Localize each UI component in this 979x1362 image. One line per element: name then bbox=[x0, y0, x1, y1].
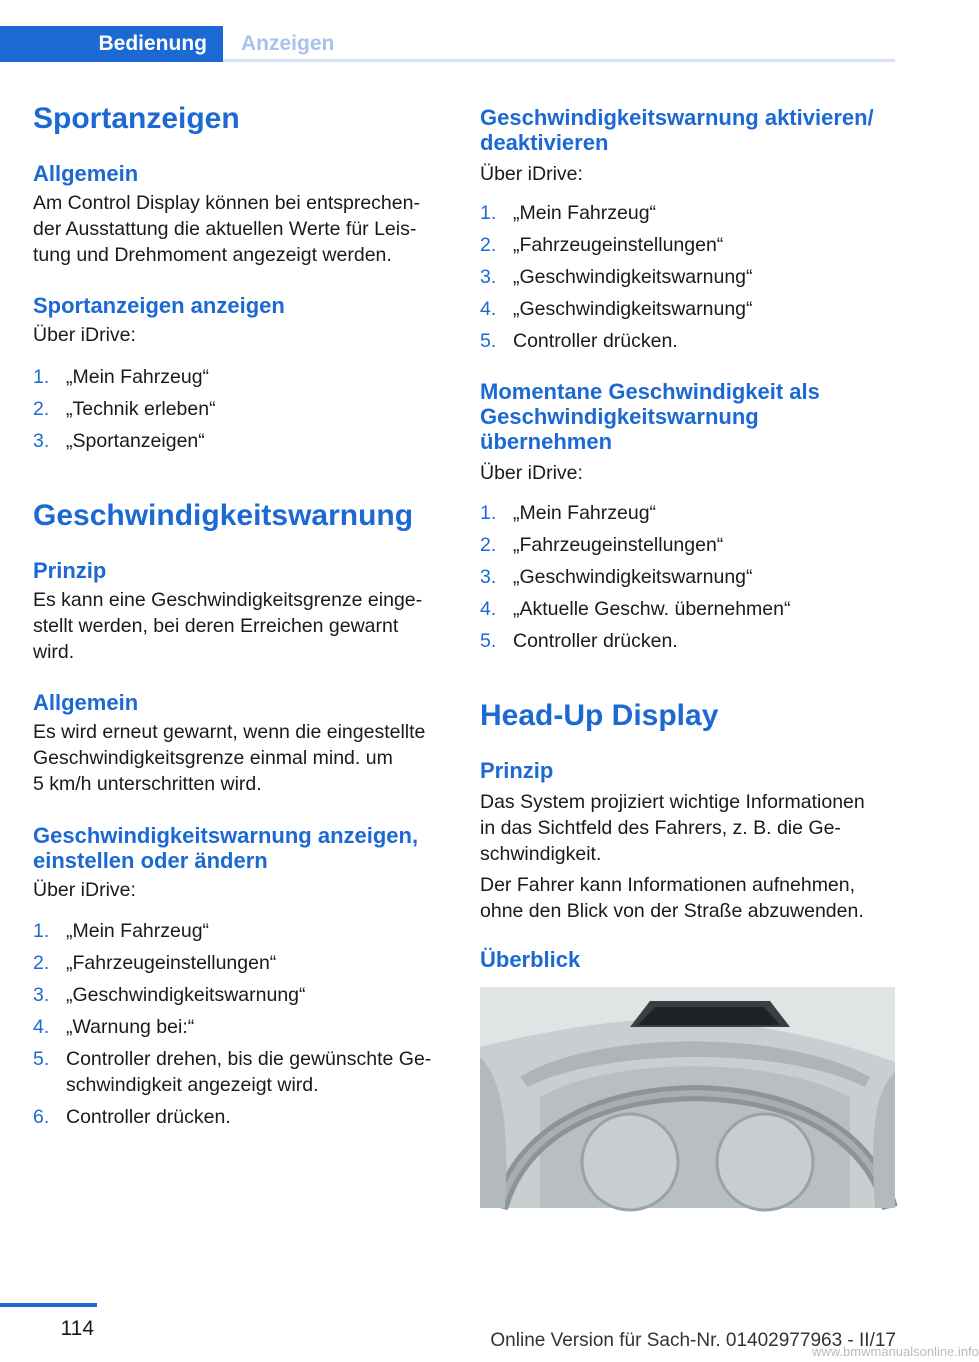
section-title-head-up-display: Head-Up Display bbox=[480, 699, 719, 732]
heading-gw-anzeigen bbox=[33, 823, 418, 873]
text-line: der Ausstattung die aktuellen Werte für Leis‐ bbox=[33, 218, 417, 240]
heading-sportanzeigen-anzeigen: Sportanzeigen anzeigen bbox=[33, 293, 285, 318]
page-number: 114 bbox=[60, 1317, 94, 1340]
text-line: schwindigkeit. bbox=[480, 843, 602, 865]
footer-accent-line bbox=[0, 1303, 97, 1307]
intro-idrive-2: Über iDrive: bbox=[33, 879, 136, 901]
heading-line: Geschwindigkeitswarnung anzeigen, bbox=[33, 823, 419, 848]
heading-gw-aktivieren bbox=[480, 105, 874, 155]
heading-allgemein-2: Allgemein bbox=[33, 690, 139, 715]
text-line: Es kann eine Geschwindigkeitsgrenze einge‐ bbox=[33, 589, 423, 611]
text-line: wird. bbox=[33, 641, 75, 663]
text-line: Geschwindigkeitsgrenze einmal mind. um bbox=[33, 747, 393, 769]
heading-line: Geschwindigkeitswarnung aktivieren/ bbox=[480, 105, 874, 130]
tab-anzeigen[interactable]: Anzeigen bbox=[241, 32, 335, 55]
heading-line: übernehmen bbox=[480, 429, 613, 454]
text-line: in das Sichtfeld des Fahrers, z. B. die Ge‐ bbox=[480, 817, 841, 839]
heading-momentane-geschwindigkeit bbox=[480, 379, 820, 454]
paragraph-allgemein bbox=[33, 190, 420, 268]
heading-line: Geschwindigkeitswarnung bbox=[480, 404, 759, 429]
text-line: ohne den Blick von der Straße abzuwenden. bbox=[480, 900, 864, 922]
heading-allgemein: Allgemein bbox=[33, 161, 139, 186]
heading-prinzip: Prinzip bbox=[33, 558, 107, 583]
text-line: 5 km/h unterschritten wird. bbox=[33, 773, 262, 795]
heading-ueberblick: Überblick bbox=[480, 947, 581, 972]
text-line: Der Fahrer kann Informationen aufnehmen, bbox=[480, 874, 856, 896]
heading-prinzip-hud: Prinzip bbox=[480, 758, 554, 783]
paragraph-hud-2 bbox=[480, 872, 864, 924]
online-version-text: Online Version für Sach-Nr. 01402977963 - II/17 bbox=[490, 1330, 896, 1351]
intro-idrive-3: Über iDrive: bbox=[480, 163, 583, 185]
hud-dashboard-illustration bbox=[480, 987, 895, 1208]
chapter-tabs bbox=[0, 26, 895, 62]
paragraph-allgemein-2 bbox=[33, 719, 425, 797]
watermark: www.bmwmanualsonline.info bbox=[812, 1344, 979, 1359]
text-line: Es wird erneut gewarnt, wenn die eingestellte bbox=[33, 721, 426, 743]
text-line: tung und Drehmoment angezeigt werden. bbox=[33, 244, 392, 266]
tab-underline bbox=[223, 59, 895, 62]
text-line: Am Control Display können bei entsprechen‐ bbox=[33, 192, 420, 214]
intro-idrive: Über iDrive: bbox=[33, 324, 136, 346]
intro-idrive-4: Über iDrive: bbox=[480, 462, 583, 484]
tab-bedienung[interactable]: Bedienung bbox=[0, 26, 223, 62]
heading-line: einstellen oder ändern bbox=[33, 848, 268, 873]
text-line: stellt werden, bei deren Erreichen gewarnt bbox=[33, 615, 399, 637]
paragraph-prinzip bbox=[33, 587, 422, 665]
heading-line: deaktivieren bbox=[480, 130, 609, 155]
section-title-sportanzeigen: Sportanzeigen bbox=[33, 102, 240, 135]
text-line: Das System projiziert wichtige Informationen bbox=[480, 791, 865, 813]
section-title-geschwindigkeitswarnung: Geschwindigkeitswarnung bbox=[33, 499, 414, 532]
heading-line: Momentane Geschwindigkeit als bbox=[480, 379, 820, 404]
paragraph-hud-prinzip bbox=[480, 789, 865, 867]
dashboard-drawing bbox=[480, 987, 895, 1208]
